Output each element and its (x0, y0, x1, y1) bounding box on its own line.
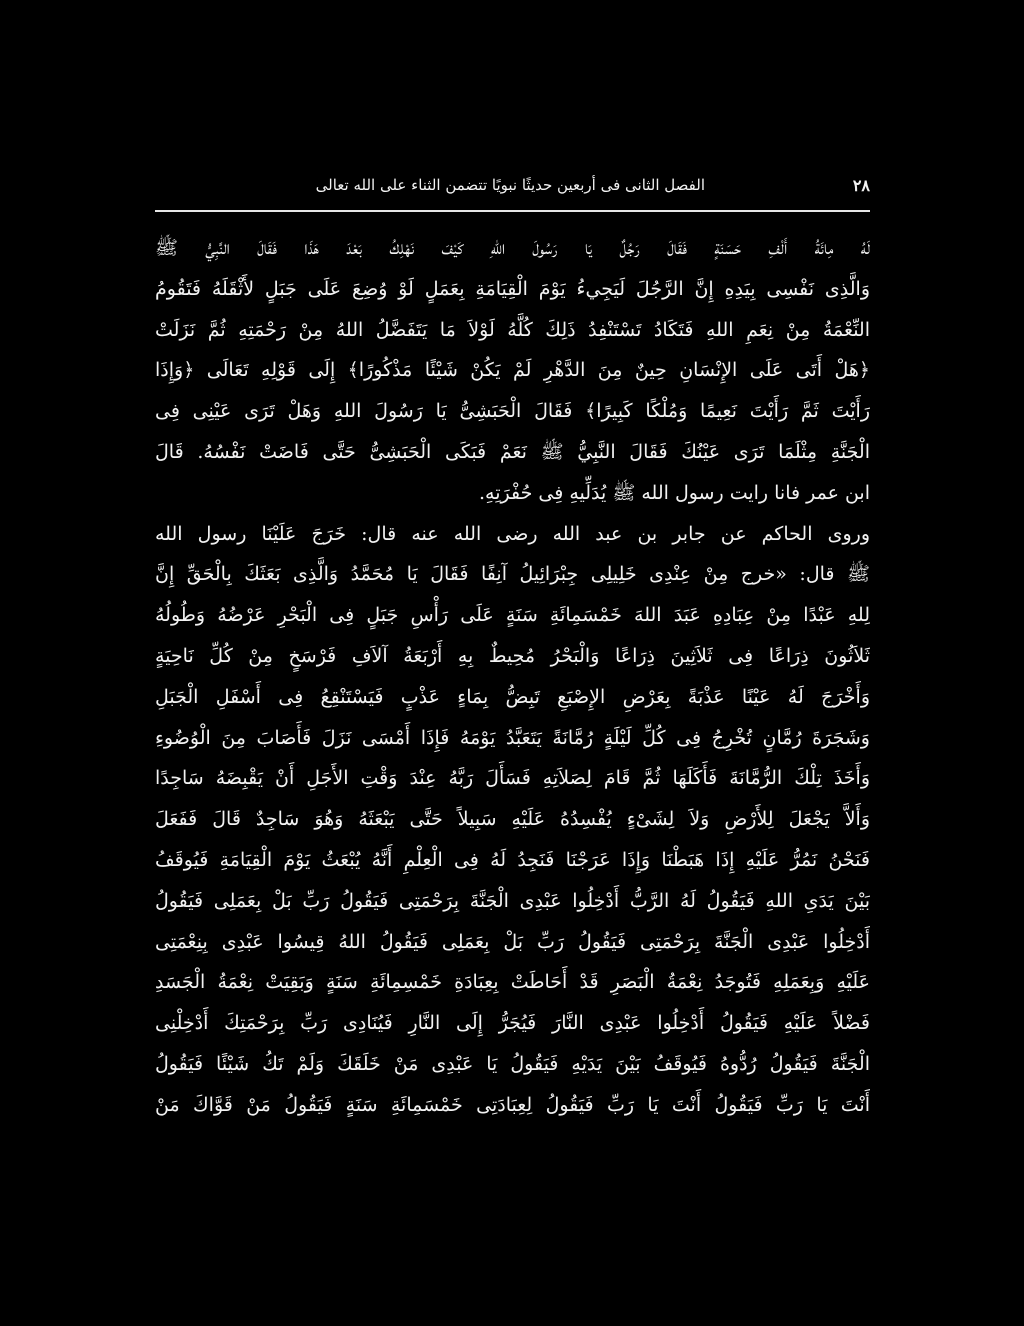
text-line: ثَلاَثُونَ ذِرَاعًا فِى ثَلاَثِينَ ذِرَاعًا وَالْبَحْرُ مُحِيطٌ بِهِ أَرْبَعَةُ آلاَفِ فَرْسَخٍ مِنْ كُلِّ نَاحِيَةٍ (155, 644, 870, 667)
text-line: وَالَّذِى نَفْسِى بِيَدِهِ إِنَّ الرَّجُلَ لَيَجِيءُ يَوْمَ الْقِيَامَةِ بِعَمَلٍ لَوْ وُضِعَ عَلَى جَبَلٍ لأَثْقَلَهُ فَتَقُومُ (155, 277, 870, 300)
text-line: عَلَيْهِ وَبِعَمَلِهِ فَتُوجَدُ نِعْمَةُ الْبَصَرِ قَدْ أَحَاطَتْ بِعِبَادَةِ خَمْسِمِائَةِ سَنَةٍ وَبَقِيَتْ نِعْمَةُ الْجَسَدِ (155, 971, 870, 994)
body-text (155, 228, 870, 1126)
text-line: الْجَنَّةِ مِثْلَمَا تَرَى عَيْنُكَ فَقَالَ النَّبِيُّ ﷺ نَعَمْ فَبَكَى الْحَبَشِىُّ حَتَّى فَاضَتْ نَفْسُهُ. قَالَ (155, 440, 870, 463)
text-line: وَأَخَذَ تِلْكَ الرُّمَّانَةَ فَأَكَلَهَا ثُمَّ قَامَ لِصَلاَتِهِ فَسَأَلَ رَبَّهُ عِنْدَ وَقْتِ الأَجَلِ أَنْ يَقْبِضَهُ سَاجِدًا (155, 767, 870, 790)
text-line: أَدْخِلُوا عَبْدِى الْجَنَّةَ بِرَحْمَتِى فَيَقُولُ رَبِّ بَلْ بِعَمَلِى فَيَقُولُ اللهُ قِيسُوا عَبْدِى بِنِعْمَتِى (155, 930, 870, 953)
header-divider (155, 210, 870, 212)
text-line: بَيْنَ يَدَىِ اللهِ فَيَقُولُ لَهُ الرَّبُّ أَدْخِلُوا عَبْدِى الْجَنَّةَ بِرَحْمَتِى فَيَقُولُ رَبِّ بَلْ بِعَمَلِى فَيَقُولُ (155, 889, 870, 912)
text-line: لَهُ مِائَةُ أَلْفِ حَسَنَةٍ فَقَالَ رَجُلٌ يَا رَسُولَ اللهِ كَيْفَ نَهْلِكُ بَعْدَ هَذَا فَقَالَ النَّبِيُّ ﷺ (155, 237, 870, 259)
text-line: وَأَلاَّ يَجْعَلَ لِلأَرْضِ وَلاَ لِشَىْءٍ يُفْسِدُهُ عَلَيْهِ سَبِيلاً حَتَّى يَبْعَثَهُ وَهُوَ سَاجِدٌ قَالَ فَفَعَلَ (155, 808, 870, 831)
text-line: ﷺ قال: «خرج مِنْ عِنْدِى خَلِيلِى جِبْرَائِيلُ آنِفًا فَقَالَ يَا مُحَمَّدُ وَالَّذِى بَعَثَكَ بِالْحَقِّ إِنَّ (155, 563, 870, 586)
text-line: الْجَنَّةَ فَيَقُولُ رُدُّوهُ فَيُوقَفُ بَيْنَ يَدَيْهِ فَيَقُولُ يَا عَبْدِى مَنْ خَلَقَكَ وَلَمْ تَكُ شَيْئًا فَيَقُولُ (155, 1052, 870, 1075)
text-line: ﴿هَلْ أَتَى عَلَى الإِنْسَانِ حِينٌ مِنَ الدَّهْرِ لَمْ يَكُنْ شَيْئًا مَذْكُورًا﴾ إِلَى قَوْلِهِ تَعَالَى ﴿وَإِذَا (155, 359, 870, 382)
page-number: ٢٨ (852, 176, 870, 195)
text-line: ابن عمر فانا رايت رسول الله ﷺ يُدَلِّيهِ فِى حُفْرَتِهِ. (479, 481, 870, 504)
chapter-title: الفصل الثانى فى أربعين حديثًا نبويًا تتضمن الثناء على الله تعالى (315, 176, 705, 194)
text-line: أَنْتَ يَا رَبِّ فَيَقُولُ أَنْتَ يَا رَبِّ فَيَقُولُ لِعِبَادَتِى خَمْسَمِائَةِ سَنَةٍ فَيَقُولُ مَنْ قَوَّاكَ مَنْ (155, 1093, 870, 1116)
text-line: النِّعْمَةُ مِنْ نِعَمِ اللهِ فَتَكَادُ تَسْتَنْفِدُ ذَلِكَ كُلَّهُ لَوْلاَ مَا يَتَفَضَّلُ اللهُ مِنْ رَحْمَتِهِ ثُمَّ نَزَلَتْ (155, 318, 870, 341)
text-line: رَأَيْتَ ثَمَّ رَأَيْتَ نَعِيمًا وَمُلْكًا كَبِيرًا﴾ فَقَالَ الْحَبَشِىُّ يَا رَسُولَ اللهِ وَهَلْ تَرَى عَيْنِى فِى (155, 400, 870, 423)
text-line: لِلهِ عَبْدًا مِنْ عِبَادِهِ عَبَدَ اللهَ خَمْسَمِائَةِ سَنَةٍ عَلَى رَأْسِ جَبَلٍ فِى الْبَحْرِ عَرْضُهُ وَطُولُهُ (155, 604, 870, 627)
text-line: وَشَجَرَةَ رُمَّانٍ تُخْرِجُ فِى كُلِّ لَيْلَةٍ رُمَّانَةً يَتَعَبَّدُ يَوْمَهُ فَإِذَا أَمْسَى نَزَلَ فَأَصَابَ مِنَ الْوُضُوءِ (155, 726, 870, 749)
text-line: وروى الحاكم عن جابر بن عبد الله رضى الله عنه قال: خَرَجَ عَلَيْنَا رسول الله (155, 522, 870, 545)
book-page (155, 170, 870, 1170)
text-line: فَضْلاً عَلَيْهِ فَيَقُولُ أَدْخِلُوا عَبْدِى النَّارَ فَيُجَرُّ إِلَى النَّارِ فَيُنَادِى رَبِّ بِرَحْمَتِكَ أَدْخِلْنِى (155, 1012, 870, 1035)
running-header (155, 170, 870, 202)
text-line: وَأَخْرَجَ لَهُ عَيْنًا عَذْبَةً بِعَرْضِ الإِصْبَعِ تَبِضُّ بِمَاءٍ عَذْبٍ فَيَسْتَنْقِعُ فِى أَسْفَلِ الْجَبَلِ (155, 685, 870, 708)
text-line: فَنَحْنُ نَمُرُّ عَلَيْهِ إِذَا هَبَطْنَا وَإِذَا عَرَجْنَا فَنَجِدُ لَهُ فِى الْعِلْمِ أَنَّهُ يُبْعَثُ يَوْمَ الْقِيَامَةِ فَيُوقَفُ (155, 848, 870, 871)
